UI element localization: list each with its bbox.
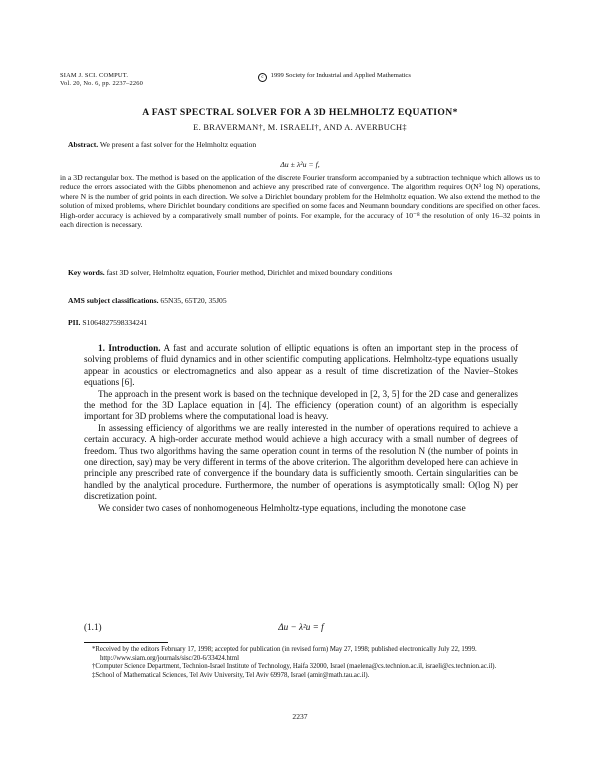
journal-name: SIAM J. SCI. COMPUT. [60, 72, 129, 79]
equation-body: Δu − λ²u = f [278, 622, 324, 632]
abstract-body: in a 3D rectangular box. The method is based on the application of the discrete Fourier transform accompanied by a subtraction technique which allows us to reduce the errors associated with the Gibbs phenomenon and achieve any prescribed rate of convergence. The algorithm requires O(N³ log N) operations, where N is the number of grid points in each direction. We solve a Dirichlet boundary problem for the Helmholtz equation. We also extend the method to the solution of mixed problems, where Dirichlet boundary conditions are specified on some faces and Neumann boundary conditions are specified on other faces. High-order accuracy is achieved by a comparatively small number of points. For example, for the accuracy of 10⁻⁸ the resolution of only 16–32 points in each direction is necessary. [60, 173, 540, 230]
abstract-intro [68, 140, 540, 149]
footnote-technion: †Computer Science Department, Technion-Israel Institute of Technology, Haifa 32000, Israel (maelena@cs.technion.ac.il, israeli@cs.technion.ac.il). [92, 663, 497, 671]
ams-classification [68, 296, 540, 305]
section-heading: 1. Introduction. [98, 343, 161, 353]
equation-1-1 [84, 622, 518, 634]
abstract-intro-text: We present a fast solver for the Helmholtz equation [99, 140, 257, 149]
keywords-text: fast 3D solver, Helmholtz equation, Fourier method, Dirichlet and mixed boundary conditions [106, 268, 393, 277]
introduction-section [84, 343, 518, 514]
pii-label: PII. [68, 318, 81, 327]
pii-text: S1064827598334241 [82, 318, 148, 327]
intro-paragraph-3: In assessing efficiency of algorithms we are really interested in the number of operations required to achieve a certain accuracy. A high-order accurate method would achieve a high accuracy with a small number of degrees of freedom. Thus two algorithms having the same operation count in terms of the resolution N (the number of points in one direction, say) may be very different in terms of the above criterion. The algorithm developed here can achieve in principle any prescribed rate of convergence if the boundary data is sufficiently smooth. Certain singularities can be handled by the analytical procedure. Furthermore, the number of operations is asymptotically small: O(log N) per discretization point. [84, 422, 518, 502]
intro-paragraph-4: We consider two cases of nonhomogeneous Helmholtz-type equations, including the monotone case [98, 502, 466, 513]
intro-paragraph-1-text: A fast and accurate solution of elliptic equations is often an important step in the process of solving problems of fluid dynamics and in other scientific computing applications. Helmholtz-type equations usually appear in acoustics or electromagnetics and also appear as a result of time discretization of the Navier–Stokes equations [6]. [84, 343, 519, 388]
copyright-text: 1999 Society for Industrial and Applied Mathematics [270, 72, 411, 79]
abstract-label: Abstract. [68, 140, 99, 149]
ams-text: 65N35, 65T20, 35J05 [160, 296, 227, 305]
page-number: 2237 [292, 712, 308, 721]
copyright-notice [258, 72, 411, 82]
equation-label: (1.1) [84, 622, 102, 632]
abstract-equation: Δu ± λ²u = f, [280, 160, 320, 169]
footnotes [84, 646, 518, 680]
journal-volume: Vol. 20, No. 6, pp. 2237–2260 [60, 80, 144, 87]
copyright-icon: c [258, 73, 267, 82]
journal-header [60, 72, 143, 88]
ams-label: AMS subject classifications. [68, 296, 159, 305]
footnote-rule [84, 642, 168, 643]
intro-paragraph-1 [84, 343, 518, 389]
keywords-label: Key words. [68, 268, 105, 277]
paper-title: A FAST SPECTRAL SOLVER FOR A 3D HELMHOLTZ EQUATION* [142, 107, 458, 118]
intro-paragraph-2: The approach in the present work is based on the technique developed in [2, 3, 5] for the 2D case and generalizes the method for the 3D Laplace equation in [4]. The efficiency (operation count) of an algorithm is especially important for 3D problems where the computational load is heavy. [84, 388, 518, 422]
paper-authors: E. BRAVERMAN†, M. ISRAELI†, AND A. AVERBUCH‡ [193, 123, 407, 132]
footnote-received: *Received by the editors February 17, 1998; accepted for publication (in revised form) May 27, 1998; published electronically July 22, 1999. [92, 646, 477, 653]
pii [68, 318, 540, 327]
keywords [68, 268, 540, 277]
footnote-url[interactable]: http://www.siam.org/journals/sisc/20-6/33424.html [100, 654, 239, 662]
footnote-telaviv: ‡School of Mathematical Sciences, Tel Aviv University, Tel Aviv 69978, Israel (amir@math.tau.ac.il). [92, 671, 370, 679]
